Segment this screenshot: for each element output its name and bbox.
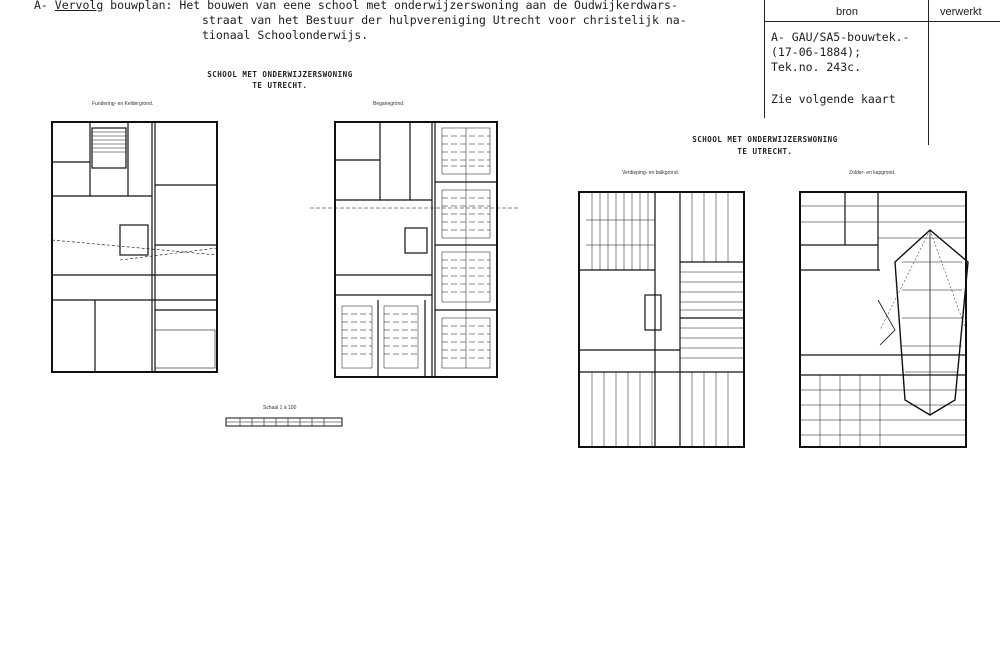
plan-foundation — [52, 122, 217, 372]
plan-first-floor — [579, 192, 744, 447]
right-sheet-title-2: TE UTRECHT. — [737, 147, 793, 156]
desk-grids-ground — [342, 128, 490, 368]
source-ref-3: Tek.no. 243c. — [771, 60, 862, 74]
header-line-2: straat van het Bestuur der hulpvereniging Utrecht voor christelijk na- — [202, 13, 687, 27]
source-ref-2: (17-06-1884); — [771, 45, 862, 59]
header-line-1: A- Vervolg bouwplan: Het bouwen van eene school met onderwijzerswoning aan de Oudwijkerdwars- — [34, 0, 678, 12]
header-line-3: tionaal Schoolonderwijs. — [202, 28, 369, 42]
plan-label-attic: Zolder- en kapgrond. — [849, 170, 896, 176]
plan-label-ground: Beganegrond. — [373, 101, 405, 107]
plan-attic — [800, 192, 968, 447]
bron-header: bron — [836, 6, 859, 18]
plan-label-first-floor: Verdieping- en balkgrond. — [622, 170, 679, 176]
source-note: Zie volgende kaart — [771, 92, 896, 106]
header-underlined-word: Vervolg — [54, 0, 104, 12]
left-sheet-title-1: SCHOOL MET ONDERWIJZERSWONING — [207, 70, 353, 79]
scale-label: Schaal 1 à 100 — [263, 405, 297, 411]
plan-label-foundation: Fundering- en Keldergrond. — [92, 101, 154, 107]
left-sheet-title-2: TE UTRECHT. — [252, 81, 308, 90]
verwerkt-header: verwerkt — [940, 6, 982, 18]
scale-bar — [226, 418, 342, 426]
source-ref-1: A- GAU/SA5-bouwtek.- — [771, 30, 910, 44]
right-sheet-title-1: SCHOOL MET ONDERWIJZERSWONING — [692, 135, 838, 144]
